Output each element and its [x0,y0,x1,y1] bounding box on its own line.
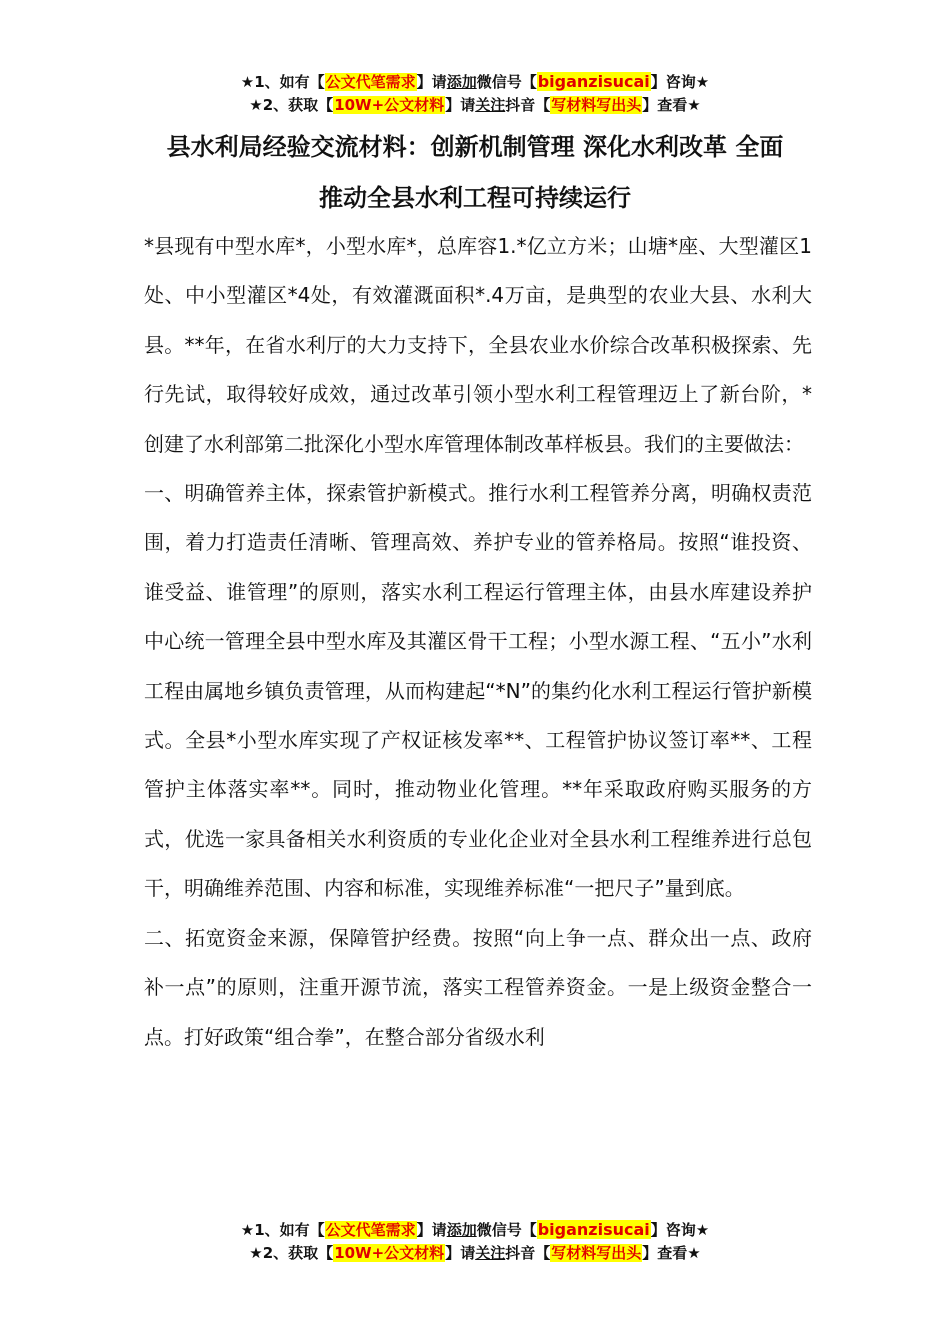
promo-text: ★2、获取【 [249,1244,334,1262]
promo-text: 微信号【 [476,1221,537,1239]
promo-text: 】请 [445,96,476,114]
promo-underline: 添加 [446,1221,477,1239]
wechat-id-highlight: biganzisucai [537,72,650,91]
document-body [144,222,812,1062]
promo-highlight: 10W+公文材料 [334,96,445,114]
promo-line-1 [0,1218,950,1242]
promo-highlight: 公文代笔需求 [325,73,416,91]
promo-text: 抖音【 [505,1244,551,1262]
promo-highlight: 10W+公文材料 [334,1244,445,1262]
promo-text: ★1、如有【 [240,73,325,91]
promo-text: 】咨询★ [650,1221,710,1239]
promo-text: 】查看★ [642,1244,701,1262]
promo-text: 抖音【 [505,96,551,114]
title-line-1: 县水利局经验交流材料：创新机制管理 深化水利改革 全面 [166,133,784,161]
promo-highlight: 公文代笔需求 [325,1221,416,1239]
promo-text: 】查看★ [642,96,701,114]
promo-underline: 关注 [475,96,506,114]
douyin-highlight: 写材料写出头 [551,96,642,114]
promo-text: 】请 [445,1244,476,1262]
paragraph-intro: *县现有中型水库*，小型水库*，总库容1.*亿立方米；山塘*座、大型灌区1处、中小型灌区*4处，有效灌溉面积*.4万亩，是典型的农业大县、水利大县。**年，在省水利厅的大力支持下，全县农业水价综合改革积极探索、先行先试，取得较好成效，通过改革引领小型水利工程管理迈上了新台阶，*创建了水利部第二批深化小型水库管理体制改革样板县。我们的主要做法： [144,234,812,456]
promo-text: 】请 [416,1221,447,1239]
document-title [100,122,850,224]
promo-text: 】咨询★ [650,73,710,91]
promo-underline: 关注 [475,1244,506,1262]
douyin-highlight: 写材料写出头 [551,1244,642,1262]
promo-line-2 [0,1242,950,1265]
promo-text: ★2、获取【 [249,96,334,114]
paragraph-section-2: 二、拓宽资金来源，保障管护经费。按照“向上争一点、群众出一点、政府补一点”的原则，注重开源节流，落实工程管养资金。一是上级资金整合一点。打好政策“组合拳”，在整合部分省级水利 [144,925,812,1049]
promo-underline: 添加 [446,73,477,91]
promo-line-2 [0,94,950,117]
promo-banner-top [0,70,950,117]
promo-line-1 [0,70,950,94]
title-line-2: 推动全县水利工程可持续运行 [319,184,631,212]
promo-text: ★1、如有【 [240,1221,325,1239]
wechat-id-highlight: biganzisucai [537,1220,650,1239]
paragraph-section-1: 一、明确管养主体，探索管护新模式。推行水利工程管养分离，明确权责范围，着力打造责任清晰、管理高效、养护专业的管养格局。按照“谁投资、谁受益、谁管理”的原则，落实水利工程运行管理主体，由县水库建设养护中心统一管理全县中型水库及其灌区骨干工程；小型水源工程、“五小”水利工程由属地乡镇负责管理，从而构建起“*N”的集约化水利工程运行管护新模式。全县*小型水库实现了产权证核发率**、工程管护协议签订率**、工程管护主体落实率**。同时，推动物业化管理。**年采取政府购买服务的方式，优选一家具备相关水利资质的专业化企业对全县水利工程维养进行总包干，明确维养范围、内容和标准，实现维养标准“一把尺子”量到底。 [144,481,812,901]
promo-text: 】请 [416,73,447,91]
promo-text: 微信号【 [476,73,537,91]
promo-banner-bottom [0,1218,950,1265]
